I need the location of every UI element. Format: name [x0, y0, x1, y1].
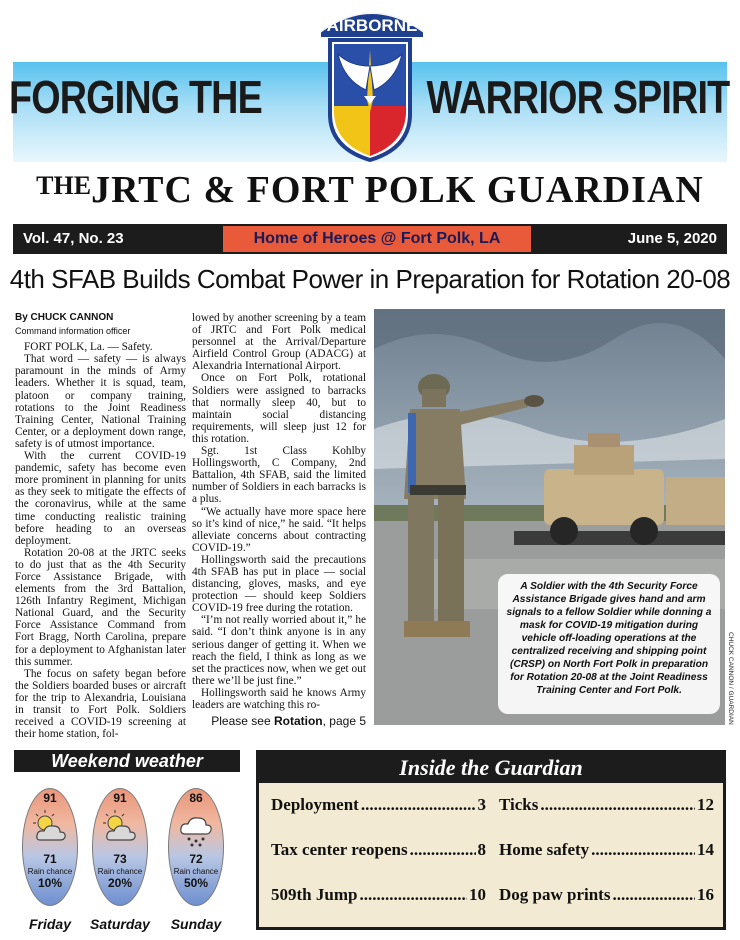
- toc-item-deployment[interactable]: [271, 795, 486, 815]
- paper-title-text: JRTC & FORT POLK GUARDIAN: [91, 169, 704, 211]
- paragraph: Hollingsworth said the precautions 4th SFAB has put in place — social distancing, gloves, masks, and eye protection — should keep Soldiers COVID-19 free during the rotation.: [192, 553, 366, 615]
- paper-title-prefix: THE: [36, 171, 92, 200]
- toc-page: 14: [697, 840, 714, 859]
- paragraph: Once on Fort Polk, rotational Soldiers were assigned to barracks that normally sleep 40, but to maintain social distancing requirements, will sleep just 12 for this rotation.: [192, 372, 366, 445]
- low-temp: 71: [43, 852, 57, 866]
- airborne-tab-icon: [318, 2, 426, 38]
- paragraph: Hollingsworth said he knows Army leaders are watching this ro-: [192, 686, 366, 711]
- rain-cloud-icon: [176, 808, 216, 848]
- day-name: Saturday: [90, 916, 150, 932]
- volume-number: Vol. 47, No. 23: [23, 230, 124, 247]
- paragraph: “We actually have more space here so it’s kind of nice,” he said. “It helps alleviate concerns about contracting COVID-19.”: [192, 505, 366, 554]
- inside-title: Inside the Guardian: [259, 753, 723, 783]
- continued-prefix: Please see: [211, 714, 271, 728]
- photo-credit: [722, 632, 738, 724]
- paragraph: lowed by another screening by a team of JRTC and Fort Polk medical personnel at the Arrival/Departure Airfield Control Group (ADACG) at Alexandria International Airport.: [192, 312, 366, 373]
- continued-on-link[interactable]: [192, 714, 366, 728]
- partly-cloudy-icon: [100, 808, 140, 848]
- airborne-tab-text: AIRBORNE: [326, 16, 418, 35]
- article-column-1: [15, 312, 186, 740]
- high-temp: 91: [113, 791, 127, 805]
- paragraph: The focus on safety began before the Soldiers boarded buses or aircraft for the trip to Alexandria, Louisiana in transit to Fort Polk. Soldiers received a COVID-19 screening at their home station, fol-: [15, 667, 186, 741]
- rain-chance-label: Rain chance: [173, 867, 219, 876]
- low-temp: 72: [189, 852, 203, 866]
- toc-page: 8: [477, 840, 486, 859]
- toc-item-dog-paw-prints[interactable]: [499, 885, 714, 905]
- continued-target: Rotation: [273, 714, 323, 728]
- toc-label: Deployment: [271, 795, 359, 814]
- high-temp: 86: [189, 791, 203, 805]
- inside-the-guardian-box: [256, 750, 726, 930]
- issue-info-bar: [13, 224, 727, 254]
- paragraph: Sgt. 1st Class Kohlby Hollingsworth, C Company, 2nd Battalion, 4th SFAB, said the limited number of Soldiers in each barracks is a plus.: [192, 445, 366, 506]
- weather-day-saturday: [92, 788, 148, 906]
- rain-chance: 20%: [107, 876, 133, 890]
- toc-label: Ticks: [499, 795, 539, 814]
- photo-credit-text: CHUCK CANNON / GUARDIAN: [727, 632, 734, 725]
- toc-item-509th-jump[interactable]: [271, 885, 486, 905]
- article-headline: 4th SFAB Builds Combat Power in Preparation for Rotation 20-08: [9, 264, 731, 294]
- paragraph: That word — safety — is always paramount in the minds of Army leaders. Whether it is squad, team, platoon or company training, rotations to the Joint Readiness Training Center, National Training Center, or a deployment down range, safety is of utmost importance.: [15, 353, 186, 450]
- toc-page: 3: [477, 795, 486, 814]
- toc-label: Tax center reopens: [271, 840, 408, 859]
- partly-cloudy-icon: [30, 808, 70, 848]
- weather-title: Weekend weather: [14, 750, 240, 772]
- toc-item-ticks[interactable]: [499, 795, 714, 815]
- paragraph: “I’m not really worried about it,” he said. “I don’t think anyone is in any serious danger of getting it. When we reach the field, I think as long as we set the practices now, when we get out there we’ll be just fine.”: [192, 614, 366, 687]
- toc-label: Home safety: [499, 840, 590, 859]
- continued-page: , page 5: [322, 714, 366, 728]
- paragraph: Rotation 20-08 at the JRTC seeks to do just that as the 4th Security Force Assistance Brigade, with elements from the 3rd Battalion, 126th Infantry Regiment, Michigan National Guard, and the Security Force Assistance Command from Fort Bragg, North Carolina, prepare for a deployment to Afghanistan later this summer.: [15, 546, 186, 668]
- rain-chance-label: Rain chance: [97, 867, 143, 876]
- rain-chance: 50%: [183, 876, 209, 890]
- banner-right-text: WARRIOR SPIRIT: [426, 71, 729, 123]
- article-column-2: [192, 312, 366, 711]
- toc-item-tax-center[interactable]: [271, 840, 486, 860]
- weather-day-sunday: [168, 788, 224, 906]
- high-temp: 91: [43, 791, 57, 805]
- banner-left-text: FORGING THE: [9, 71, 262, 123]
- issue-date: June 5, 2020: [627, 230, 717, 247]
- photo-caption: A Soldier with the 4th Security Force Assistance Brigade gives hand and arm signals to a fellow Soldier while donning a mask for COVID-19 mitigation during vehicle off-loading operations at the centralized receiving and shipping point (CRSP) on North Fort Polk in preparation for Rotation 20-08 at the Joint Readiness Training Center and Fort Polk.: [498, 574, 720, 714]
- toc-label: 509th Jump: [271, 885, 358, 904]
- rain-chance-label: Rain chance: [27, 867, 73, 876]
- paragraph: FORT POLK, La. — Safety.: [24, 341, 153, 354]
- toc-page: 10: [469, 885, 486, 904]
- toc-page: 16: [697, 885, 714, 904]
- day-name: Friday: [28, 916, 71, 932]
- weather-day-friday: [22, 788, 78, 906]
- day-name: Sunday: [170, 916, 222, 932]
- paper-title: [0, 168, 740, 212]
- byline-title: Command information officer: [15, 326, 131, 337]
- motto-bar: Home of Heroes @ Fort Polk, LA: [223, 226, 531, 252]
- rain-chance: 10%: [37, 876, 63, 890]
- toc-page: 12: [697, 795, 714, 814]
- byline: By CHUCK CANNON: [15, 312, 114, 323]
- paragraph: With the current COVID-19 pandemic, safety has become even more prominent in planning for units as they seek to mitigate the effects of the coronavirus, while at the same time conducting realistic training before heading to an overseas deployment.: [15, 450, 186, 547]
- unit-patch-icon: [326, 36, 414, 162]
- low-temp: 73: [113, 852, 127, 866]
- toc-item-home-safety[interactable]: [499, 840, 714, 860]
- toc-label: Dog paw prints: [499, 885, 611, 904]
